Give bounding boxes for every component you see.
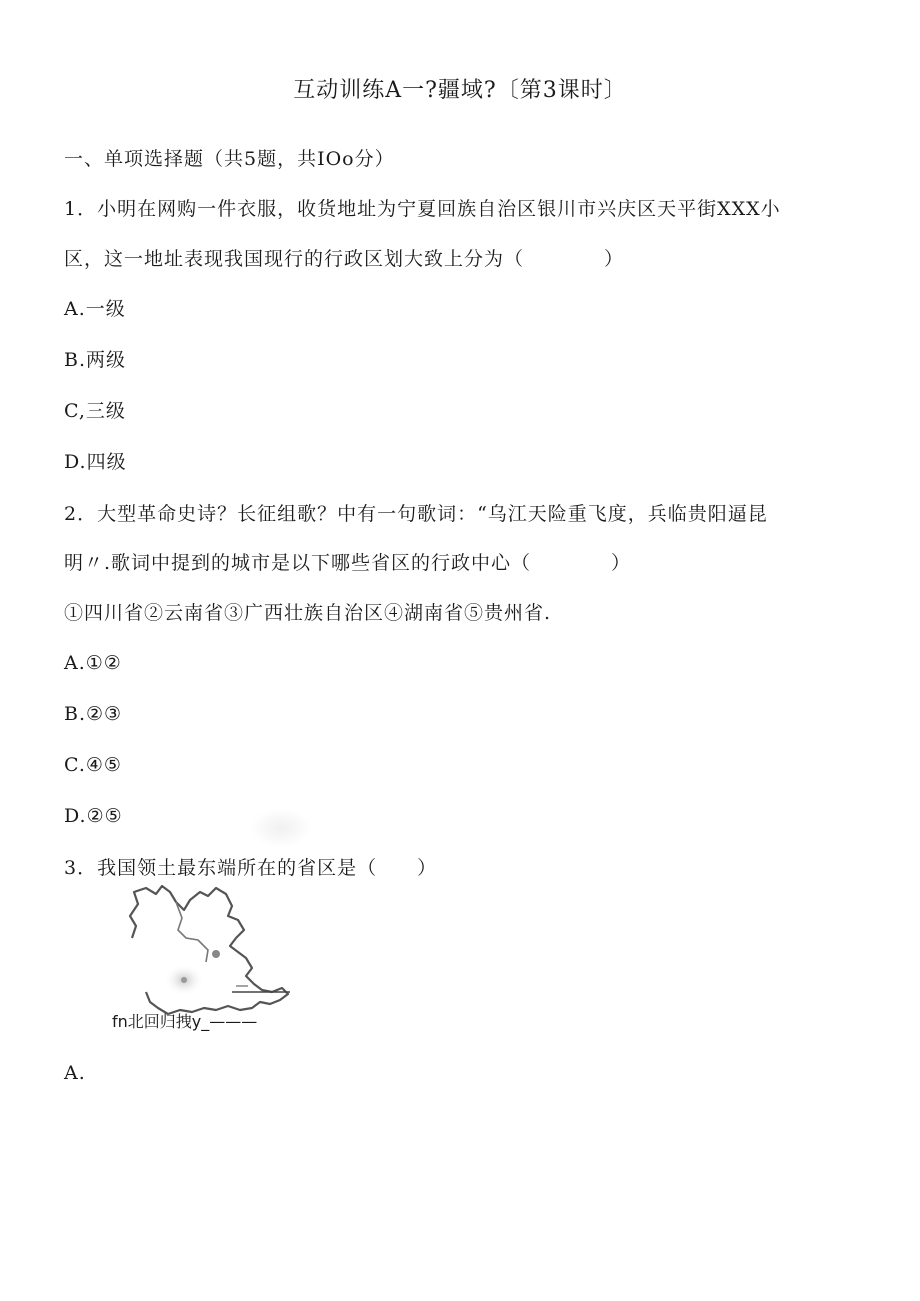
q2-option-d[interactable]: D.②⑤ [64,805,123,827]
q2-stem-line2: 明〃.歌词中提到的城市是以下哪些省区的行政中心（ ） [64,552,632,574]
q1-option-c[interactable]: C,三级 [64,400,126,422]
q2-option-a[interactable]: A.①② [64,652,122,674]
page-title: 互动训练A一?疆域?〔第3课时〕 [293,78,627,103]
scan-smudge [250,808,312,848]
q1-option-a[interactable]: A.一级 [64,298,126,320]
q2-stem-line1: 2．大型革命史诗？长征组歌？中有一句歌词：“乌江天险重飞度，兵临贵阳逼昆 [64,503,768,525]
q1-option-d[interactable]: D.四级 [64,451,127,473]
q2-option-c[interactable]: C.④⑤ [64,754,122,776]
q1-option-b[interactable]: B.两级 [64,349,127,371]
city-dot [212,950,220,958]
q2-stem-line3: ①四川省②云南省③广西壮族自治区④湖南省⑤贵州省. [64,602,552,624]
q1-stem-line2: 区，这一地址表现我国现行的行政区划大致上分为（ ） [64,248,625,270]
q3-stem: 3．我国领土最东端所在的省区是（ ） [64,857,438,879]
province-outline [130,886,288,1014]
inner-boundary [176,902,208,962]
map-caption: fn北回归拽y_——— [112,1012,258,1031]
q1-stem-line1: 1．小明在网购一件衣服，收货地址为宁夏回族自治区银川市兴庆区天平街XXX小 [64,198,781,220]
q2-option-b[interactable]: B.②③ [64,703,123,725]
q3-option-a[interactable]: A. [64,1062,86,1084]
section-heading: 一、单项选择题（共5题，共IOo分） [64,148,395,170]
